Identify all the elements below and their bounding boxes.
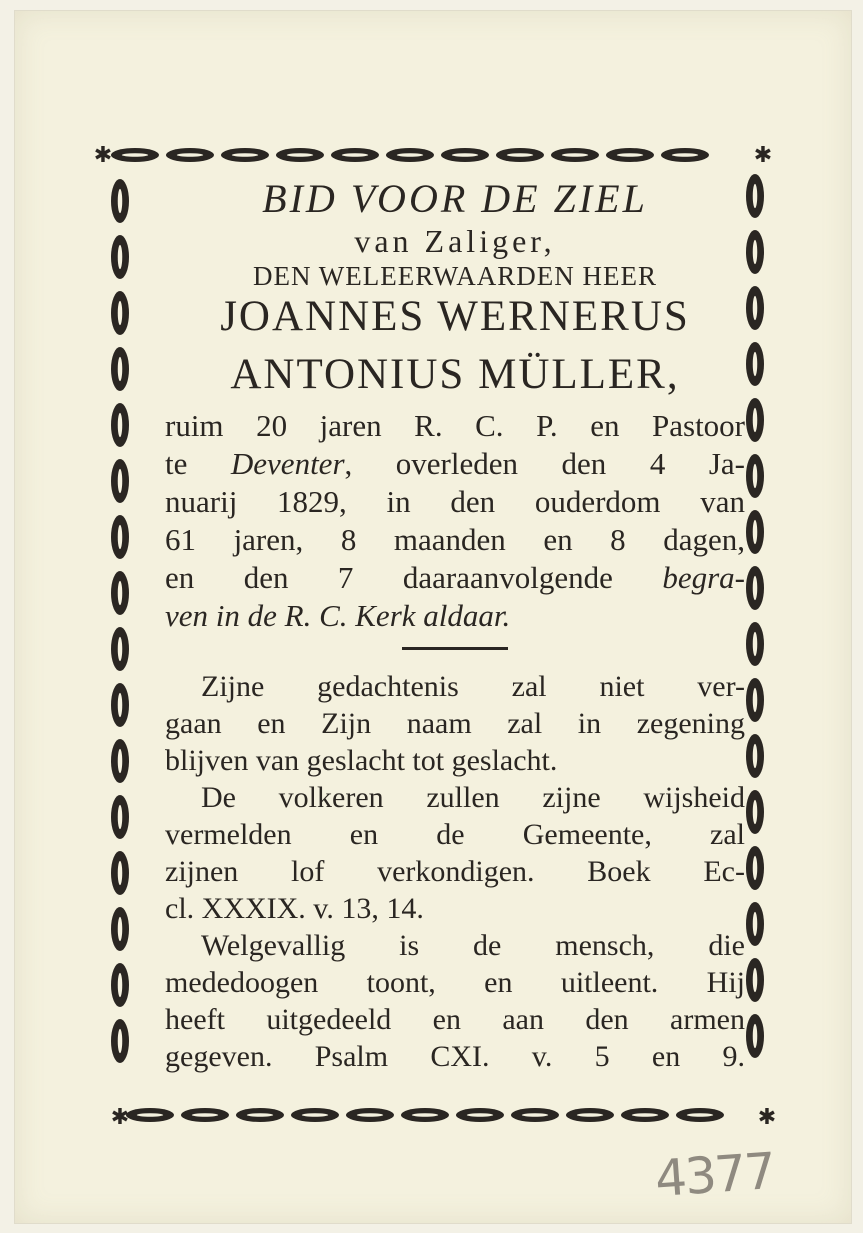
seed-ornament-icon <box>746 790 764 834</box>
seed-ornament-icon <box>621 1108 669 1122</box>
seed-ornament-icon <box>551 148 599 162</box>
seed-ornament-icon <box>111 403 129 447</box>
seed-ornament-icon <box>386 148 434 162</box>
verse-line: gaan en Zijn naam zal in zegening <box>165 707 745 740</box>
seed-ornament-icon <box>566 1108 614 1122</box>
memorial-card <box>14 10 852 1224</box>
seed-ornament-icon <box>441 148 489 162</box>
name-line-1: JOANNES WERNERUS <box>220 293 690 340</box>
bio-line: ven in de R. C. Kerk aldaar. <box>165 598 511 633</box>
seed-ornament-icon <box>111 235 129 279</box>
star-ornament-icon: ✱ <box>110 1104 130 1129</box>
verse-line: gegeven. Psalm CXI. v. 5 en 9. <box>165 1040 745 1073</box>
seed-ornament-icon <box>221 148 269 162</box>
seed-ornament-icon <box>331 148 379 162</box>
star-ornament-icon: ✱ <box>93 142 113 167</box>
seed-ornament-icon <box>111 627 129 671</box>
verse-line: mededoogen toont, en uitleent. Hij <box>165 966 745 999</box>
seed-ornament-icon <box>456 1108 504 1122</box>
seed-ornament-icon <box>746 454 764 498</box>
verse-line: heeft uitgedeeld en aan den armen <box>165 1003 745 1036</box>
seed-ornament-icon <box>746 622 764 666</box>
bio-line: nuarij 1829, in den ouderdom van <box>165 484 745 519</box>
seed-ornament-icon <box>746 286 764 330</box>
seed-ornament-icon <box>661 148 709 162</box>
star-ornament-icon: ✱ <box>757 1104 777 1129</box>
seed-ornament-icon <box>746 678 764 722</box>
seed-ornament-icon <box>746 174 764 218</box>
seed-ornament-icon <box>111 683 129 727</box>
seed-ornament-icon <box>606 148 654 162</box>
bio-line: te Deventer, overleden den 4 Ja- <box>165 446 745 481</box>
seed-ornament-icon <box>746 566 764 610</box>
honorific: DEN WELEERWAARDEN HEER <box>253 261 657 291</box>
seed-ornament-icon <box>111 571 129 615</box>
verse-line: zijnen lof verkondigen. Boek Ec- <box>165 855 745 888</box>
seed-ornament-icon <box>166 148 214 162</box>
seed-ornament-icon <box>111 459 129 503</box>
card-subtitle: van Zaliger, <box>354 223 556 259</box>
seed-ornament-icon <box>746 958 764 1002</box>
name-line-2: ANTONIUS MÜLLER, <box>230 351 680 398</box>
seed-ornament-icon <box>276 148 324 162</box>
seed-ornament-icon <box>111 963 129 1007</box>
seed-ornament-icon <box>746 734 764 778</box>
seed-ornament-icon <box>111 291 129 335</box>
seed-ornament-icon <box>346 1108 394 1122</box>
seed-ornament-icon <box>496 148 544 162</box>
seed-ornament-icon <box>111 795 129 839</box>
seed-ornament-icon <box>126 1108 174 1122</box>
seed-ornament-icon <box>111 739 129 783</box>
verse-line: Welgevallig is de mensch, die <box>201 929 745 962</box>
seed-ornament-icon <box>401 1108 449 1122</box>
biography <box>165 407 745 635</box>
seed-ornament-icon <box>746 398 764 442</box>
star-ornament-icon: ✱ <box>753 142 773 167</box>
verse-line: blijven van geslacht tot geslacht. <box>165 744 558 777</box>
seed-ornament-icon <box>111 1019 129 1063</box>
catalog-number: 4377 <box>653 1141 777 1209</box>
verse-line: vermelden en de Gemeente, zal <box>165 818 745 851</box>
seed-ornament-icon <box>236 1108 284 1122</box>
verse-line: De volkeren zullen zijne wijsheid <box>201 781 745 814</box>
bio-line: ruim 20 jaren R. C. P. en Pastoor <box>165 408 745 443</box>
bio-line: 61 jaren, 8 maanden en 8 dagen, <box>165 522 745 557</box>
seed-ornament-icon <box>291 1108 339 1122</box>
divider <box>402 647 508 650</box>
seed-ornament-icon <box>746 230 764 274</box>
seed-ornament-icon <box>746 902 764 946</box>
scripture-verses <box>165 668 745 1075</box>
card-text <box>165 171 745 1075</box>
seed-ornament-icon <box>511 1108 559 1122</box>
seed-ornament-icon <box>111 148 159 162</box>
verse-line: Zijne gedachtenis zal niet ver- <box>201 670 745 703</box>
seed-ornament-icon <box>746 1014 764 1058</box>
seed-ornament-icon <box>746 846 764 890</box>
seed-ornament-icon <box>746 510 764 554</box>
seed-ornament-icon <box>111 851 129 895</box>
seed-ornament-icon <box>111 347 129 391</box>
verse-line: cl. XXXIX. v. 13, 14. <box>165 892 424 925</box>
seed-ornament-icon <box>111 515 129 559</box>
card-title: BID VOOR DE ZIEL <box>262 176 648 221</box>
seed-ornament-icon <box>181 1108 229 1122</box>
seed-ornament-icon <box>111 907 129 951</box>
seed-ornament-icon <box>111 179 129 223</box>
seed-ornament-icon <box>746 342 764 386</box>
seed-ornament-icon <box>676 1108 724 1122</box>
bio-line: en den 7 daaraanvolgende begra- <box>165 560 746 595</box>
